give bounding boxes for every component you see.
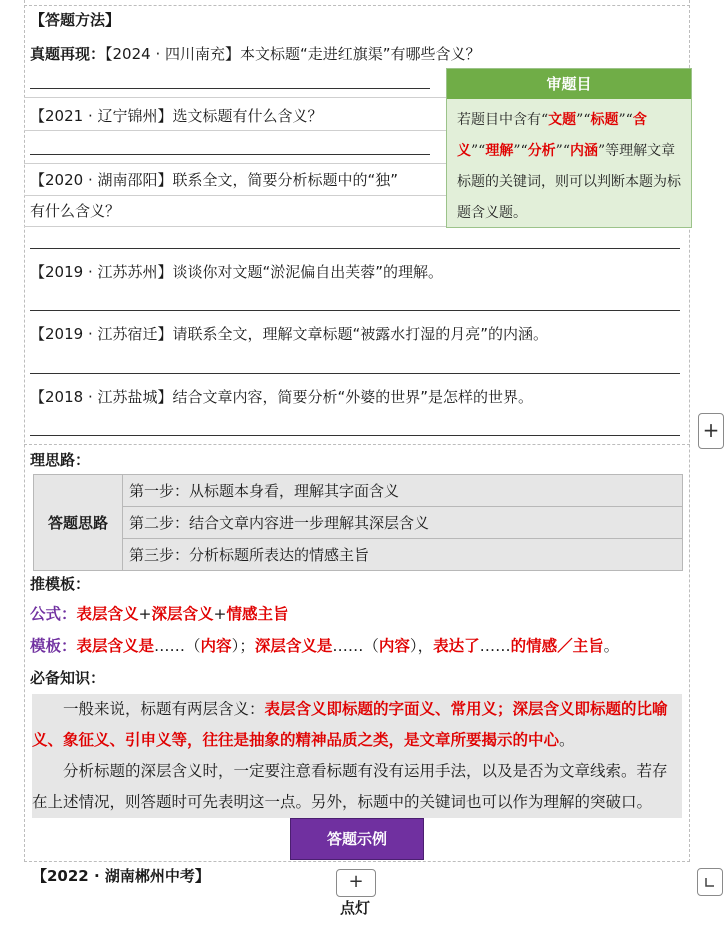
grid-line — [24, 163, 446, 164]
answer-line — [30, 435, 680, 436]
grid-line — [24, 226, 446, 227]
real-exam-question-6: 【2018 · 江苏盐城】结合文章内容，简要分析“外婆的世界”是怎样的世界。 — [30, 388, 534, 406]
real-exam-label: 真题再现： — [30, 45, 106, 63]
thinking-header: 答题思路 — [34, 475, 123, 571]
knowledge-paragraph-1: 一般来说，标题有两层含义：表层含义即标题的字面义、常用义；深层含义即标题的比喻义、象征义、引申义等，往往是抽象的精神品质之类，是文章所要揭示的中心。 — [32, 700, 668, 749]
answer-line — [30, 310, 680, 311]
resize-corner-button[interactable] — [697, 868, 723, 896]
thinking-steps-table — [33, 474, 683, 571]
real-exam-question-3-line-1: 【2020 · 湖南邵阳】联系全文，简要分析标题中的“独” — [30, 171, 399, 189]
answer-example-button[interactable]: 答题示例 — [290, 818, 424, 860]
corner-resize-icon — [698, 869, 722, 895]
formula-line: 公式：表层含义+深层含义+情感主旨 — [30, 605, 289, 623]
real-exam-question-1: 真题再现：【2024 · 四川南充】本文标题“走进红旗渠”有哪些含义？ — [30, 45, 481, 63]
knowledge-label: 必备知识： — [30, 669, 106, 687]
template-label: 推模板： — [30, 575, 91, 593]
next-exam-title: 【2022 · 湖南郴州中考】 — [32, 867, 210, 885]
thinking-label: 理思路： — [30, 451, 91, 469]
grid-line — [24, 97, 446, 98]
answer-line — [30, 373, 680, 374]
knowledge-box — [32, 694, 682, 818]
real-exam-question-5: 【2019 · 江苏宿迁】请联系全文，理解文章标题“被露水打湿的月亮”的内涵。 — [30, 325, 549, 343]
grid-line — [24, 130, 446, 131]
page-guide-top — [24, 5, 690, 6]
thinking-step-3: 第三步：分析标题所表达的情感主旨 — [123, 539, 683, 571]
plus-icon: + — [348, 871, 364, 892]
section-divider — [24, 444, 690, 445]
real-exam-question-4: 【2019 · 江苏苏州】谈谈你对文题“淤泥偏自出芙蓉”的理解。 — [30, 263, 444, 281]
light-label: 点灯 — [340, 899, 371, 917]
thinking-step-1: 第一步：从标题本身看，理解其字面含义 — [123, 475, 683, 507]
answer-line — [30, 248, 680, 249]
add-row-button-right[interactable] — [698, 413, 724, 449]
grid-line — [24, 195, 446, 196]
thinking-step-2: 第二步：结合文章内容进一步理解其深层含义 — [123, 507, 683, 539]
knowledge-paragraph-2: 分析标题的深层含义时，一定要注意看标题有没有运用手法，以及是否为文章线索。若存在上述情况，则答题时可先表明这一点。另外，标题中的关键词也可以作为理解的突破口。 — [32, 762, 668, 811]
page-guide-bottom — [24, 861, 690, 862]
model-line: 模板：表层含义是……（内容）；深层含义是……（内容），表达了……的情感／主旨。 — [30, 637, 620, 655]
real-exam-question-2: 【2021 · 辽宁锦州】选文标题有什么含义？ — [30, 107, 323, 125]
add-row-button-bottom[interactable] — [336, 869, 376, 897]
review-question-box — [446, 68, 692, 228]
plus-icon: + — [702, 418, 720, 442]
review-box-text: 若题目中含有“文题”“标题”“含义”“理解”“分析”“内涵”等理解文章标题的关键词，则可以判断本题为标题含义题。 — [457, 112, 681, 221]
real-exam-question-3-line-2: 有什么含义？ — [30, 202, 121, 220]
review-box-title: 审题目 — [447, 69, 691, 99]
answer-line — [30, 154, 430, 155]
section-title: 【答题方法】 — [30, 11, 121, 29]
answer-line — [30, 88, 430, 89]
